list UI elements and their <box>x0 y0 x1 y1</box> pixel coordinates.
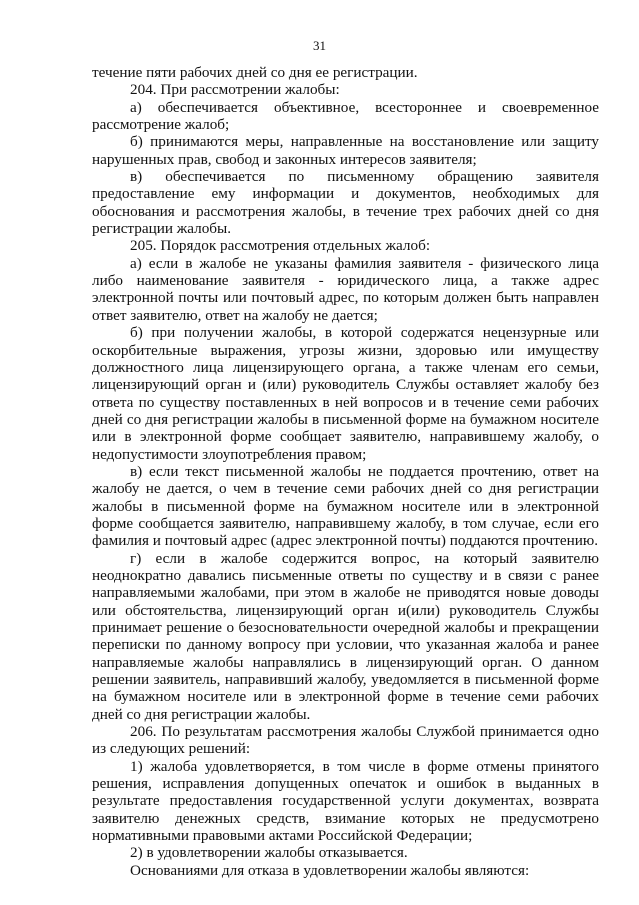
paragraph-205-heading: 205. Порядок рассмотрения отдельных жалоб: <box>130 237 431 255</box>
paragraph-206-heading: 206. По результатам рассмотрения жалобы Службой принимается одно из следующих решений: <box>92 723 599 758</box>
paragraph-206-2: 2) в удовлетворении жалобы отказывается. <box>130 844 408 862</box>
paragraph-204-heading: 204. При рассмотрении жалобы: <box>130 81 340 99</box>
paragraph-205-b: б) при получении жалобы, в которой содержатся нецензурные или оскорбительные выражения, угрозы жизни, здоровью или имуществу должностного лица лицензирующего органа, а также членам его семьи, лицензирующий орган и (или) руководитель Службы оставляет жалобу без ответа по существу поставленных в ней вопросов и в течение семи рабочих дней со дня регистрации жалобы в письменной форме на бумажном носителе или в электронной форме сообщает заявителю, направившему жалобу, о недопустимости злоупотребления правом; <box>92 324 599 463</box>
paragraph-206-1: 1) жалоба удовлетворяется, в том числе в форме отмены принятого решения, исправления допущенных опечаток и ошибок в выданных в результате предоставления государственной услуги документах, возврата заявителю денежных средств, взимание которых не предусмотрено нормативными правовыми актами Российской Федерации; <box>92 757 599 845</box>
paragraph-204-a: а) обеспечивается объективное, всестороннее и своевременное рассмотрение жалоб; <box>92 98 599 134</box>
paragraph-205-a: а) если в жалобе не указаны фамилия заявителя - физического лица либо наименование заявителя - юридического лица, а также адрес электронной почты или почтовый адрес, по которым должен быть направлен ответ заявителю, ответ на жалобу не дается; <box>92 254 599 324</box>
paragraph-204-v: в) обеспечивается по письменному обращению заявителя предоставление ему информации и документов, необходимых для обоснования и рассмотрения жалобы, в течение трех рабочих дней со дня регистрации жалобы. <box>92 168 599 238</box>
paragraph-204-b: б) принимаются меры, направленные на восстановление или защиту нарушенных прав, свобод и законных интересов заявителя; <box>92 133 599 168</box>
paragraph-continuation: течение пяти рабочих дней со дня ее регистрации. <box>92 64 418 81</box>
paragraph-205-v: в) если текст письменной жалобы не поддается прочтению, ответ на жалобу не дается, о чем в течение семи рабочих дней со дня регистрации жалобы в письменной форме на бумажном носителе или в электронной форме сообщается заявителю, направившему жалобу, в том случае, если его фамилия и почтовый адрес (адрес электронной почты) поддаются прочтению. <box>92 462 599 550</box>
document-body <box>92 64 599 879</box>
paragraph-refusal-grounds: Основаниями для отказа в удовлетворении жалобы являются: <box>130 861 530 879</box>
paragraph-205-g: г) если в жалобе содержится вопрос, на который заявителю неоднократно давались письменные ответы по существу и в связи с ранее направляемыми жалобами, при этом в жалобе не приводятся новые доводы или обстоятельства, лицензирующий орган и(или) руководитель Службы принимает решение о безосновательности очередной жалобы и прекращении переписки по данному вопросу при условии, что указанная жалоба и ранее направляемые жалобы направлялись в лицензирующий орган. О данном решении заявитель, направивший жалобу, уведомляется в письменной форме на бумажном носителе или в электронной форме в течение семи рабочих дней со дня регистрации жалобы. <box>92 549 599 723</box>
page-number: 31 <box>313 38 326 53</box>
